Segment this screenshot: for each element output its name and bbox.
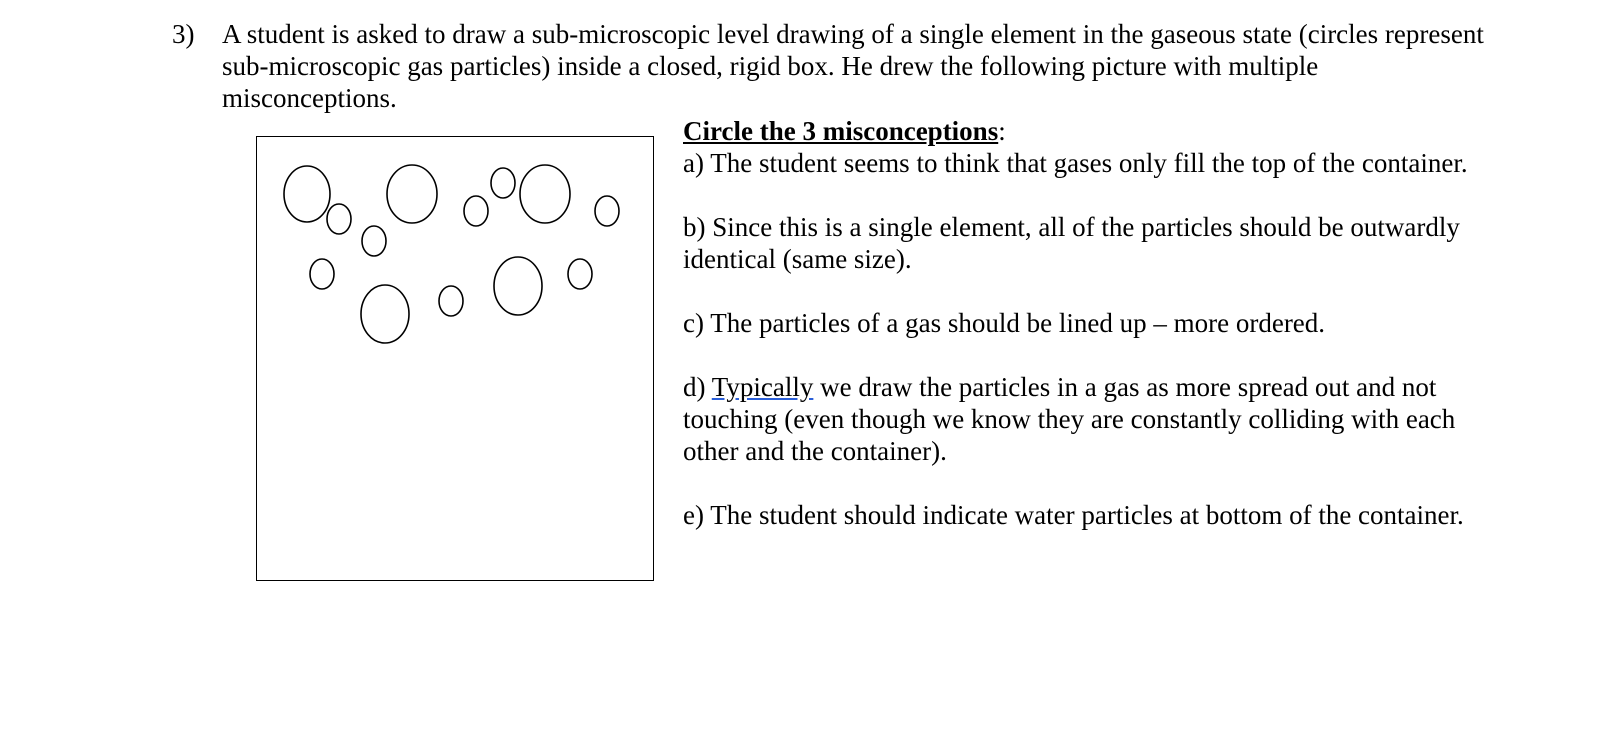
option-d-line-1 xyxy=(683,371,1583,403)
gas-particle xyxy=(491,168,515,198)
option-d-line-3: other and the container). xyxy=(683,436,947,466)
option-b-line-2: identical (same size). xyxy=(683,244,912,274)
option-c xyxy=(683,307,1583,339)
question-number: 3) xyxy=(172,19,195,49)
instructions-heading: Circle the 3 misconceptions xyxy=(683,116,999,146)
gas-particle xyxy=(327,204,351,234)
gas-particle xyxy=(520,165,570,223)
gas-particle xyxy=(595,196,619,226)
gas-particle xyxy=(362,226,386,256)
option-d-rest: we draw the particles in a gas as more spread out and not xyxy=(813,372,1437,402)
instructions-heading-row xyxy=(683,115,1583,147)
option-b-line-1: b) Since this is a single element, all of the particles should be outwardly xyxy=(683,212,1460,242)
gas-particle xyxy=(387,165,437,223)
option-a-text: a) The student seems to think that gases only fill the top of the container. xyxy=(683,148,1468,178)
question-text xyxy=(222,18,1572,114)
gas-particle xyxy=(439,286,463,316)
gas-particle xyxy=(361,285,409,343)
option-b xyxy=(683,211,1583,275)
option-d-prefix: d) xyxy=(683,372,712,402)
option-e xyxy=(683,499,1583,531)
gas-particle xyxy=(568,259,592,289)
option-c-text: c) The particles of a gas should be lined up – more ordered. xyxy=(683,308,1326,338)
gas-particle xyxy=(494,257,542,315)
heading-colon: : xyxy=(998,116,1006,146)
question-line-2: sub-microscopic gas particles) inside a closed, rigid box. He drew the following picture with multiple xyxy=(222,51,1319,81)
gas-particles-drawing xyxy=(257,137,655,582)
gas-particle xyxy=(284,166,330,222)
option-d xyxy=(683,371,1583,467)
gas-particle xyxy=(310,259,334,289)
question-line-3: misconceptions. xyxy=(222,83,397,113)
option-d-line-2: touching (even though we know they are constantly colliding with each xyxy=(683,404,1456,434)
question-line-1: A student is asked to draw a sub-microscopic level drawing of a single element in the gaseous state (circles represent xyxy=(222,19,1484,49)
option-e-text: e) The student should indicate water particles at bottom of the container. xyxy=(683,500,1464,530)
option-a xyxy=(683,147,1583,179)
gas-particle xyxy=(464,196,488,226)
answer-options xyxy=(683,115,1583,531)
student-drawing-box xyxy=(256,136,654,581)
spellcheck-word: Typically xyxy=(711,372,814,402)
